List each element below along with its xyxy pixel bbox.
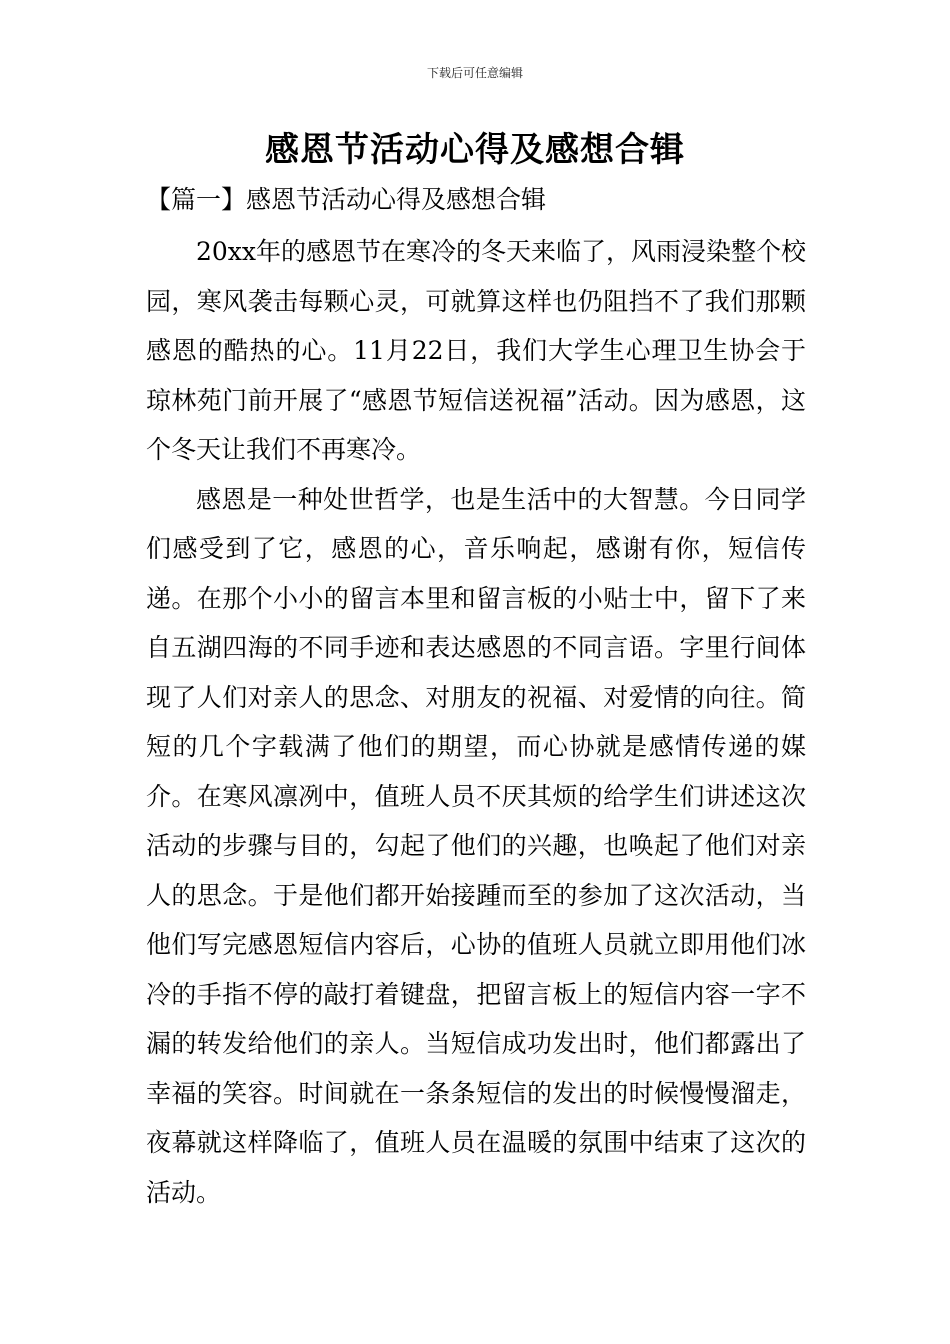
document-body: [146, 227, 806, 1217]
page-header-note: 下载后可任意编辑: [426, 66, 523, 80]
body-paragraph-2: 感恩是一种处世哲学，也是生活中的大智慧。今日同学们感受到了它，感恩的心，音乐响起，感谢有你，短信传递。在那个小小的留言本里和留言板的小贴士中，留下了来自五湖四海的不同手迹和表达感恩的不同言语。字里行间体现了人们对亲人的思念、对朋友的祝福、对爱情的向往。简短的几个字载满了他们的期望，而心协就是感情传递的媒介。在寒风凛冽中，值班人员不厌其烦的给学生们讲述这次活动的步骤与目的，勾起了他们的兴趣，也唤起了他们对亲人的思念。于是他们都开始接踵而至的参加了这次活动，当他们写完感恩短信内容后，心协的值班人员就立即用他们冰冷的手指不停的敲打着键盘，把留言板上的短信内容一字不漏的转发给他们的亲人。当短信成功发出时，他们都露出了幸福的笑容。时间就在一条条短信的发出的时候慢慢溜走，夜幕就这样降临了，值班人员在温暖的氛围中结束了这次的活动。: [146, 484, 806, 1207]
body-paragraph-1: 20xx年的感恩节在寒冷的冬天来临了，风雨浸染整个校园，寒风袭击每颗心灵，可就算这样也仍阻挡不了我们那颗感恩的酷热的心。11月22日，我们大学生心理卫生协会于琼林苑门前开展了“感恩节短信送祝福”活动。因为感恩，这个冬天让我们不再寒冷。: [146, 237, 807, 464]
document-title: 感恩节活动心得及感想合辑: [265, 130, 685, 170]
section-heading: 【篇一】感恩节活动心得及感想合辑: [146, 185, 547, 214]
